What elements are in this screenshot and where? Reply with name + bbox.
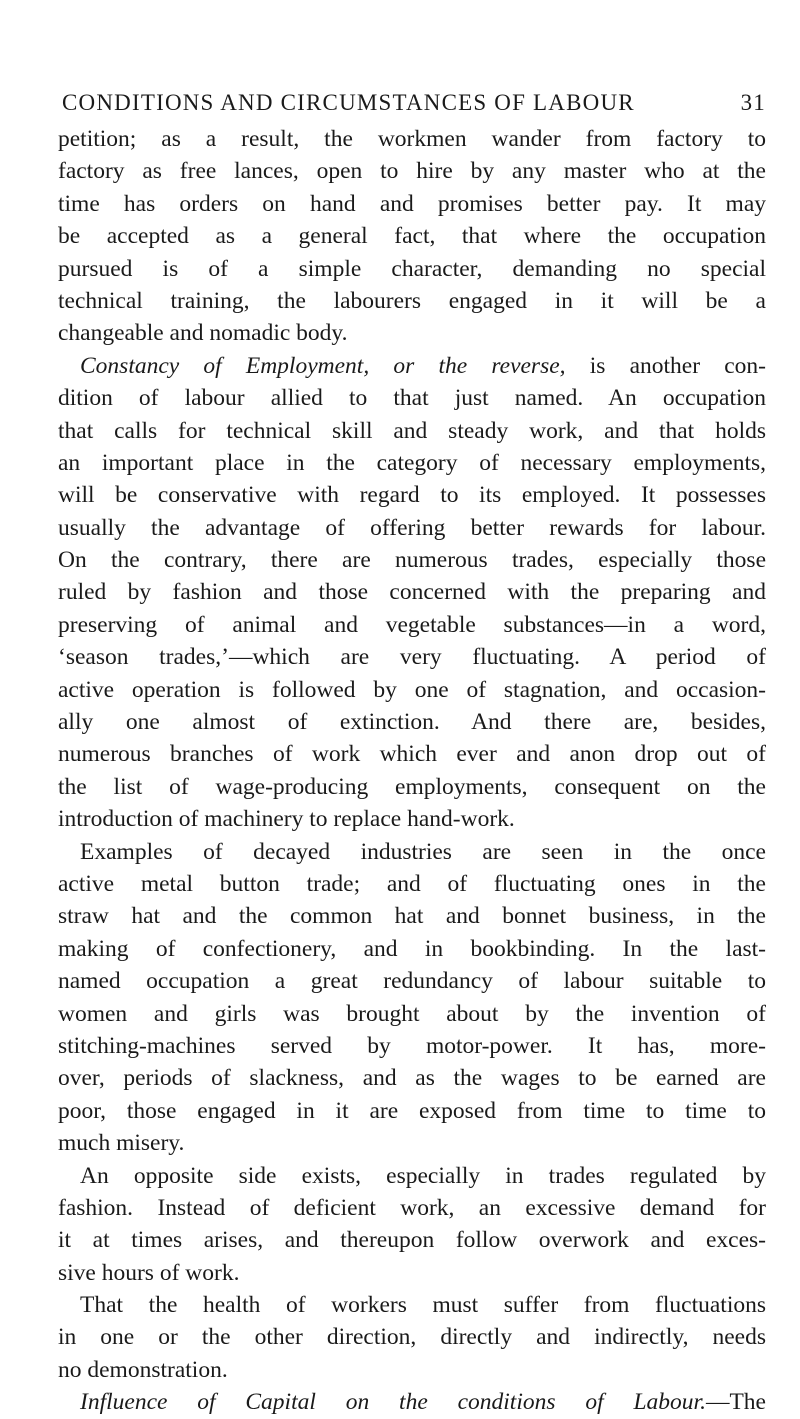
- text-line: named occupation a great redundancy of labour suitable to: [58, 968, 766, 995]
- text-line: ‘season trades,’—which are very fluctuating. A period of: [58, 644, 766, 671]
- text-line: fashion. Instead of deficient work, an excessive demand for: [58, 1194, 766, 1221]
- text-line: an important place in the category of necessary employments,: [58, 449, 766, 476]
- text-line: time has orders on hand and promises better pay. It may: [58, 190, 766, 217]
- text-line: pursued is of a simple character, demanding no special: [58, 255, 766, 282]
- text-line: ally one almost of extinction. And there are, besides,: [58, 709, 766, 736]
- text-line: active operation is followed by one of stagnation, and occasion-: [58, 676, 766, 703]
- text-line: numerous branches of work which ever and anon drop out of: [58, 741, 766, 768]
- text-line: straw hat and the common hat and bonnet business, in the: [58, 903, 766, 930]
- text-line: sive hours of work.: [58, 1259, 240, 1286]
- text-line: On the contrary, there are numerous trades, especially those: [58, 547, 766, 574]
- text-line: active metal button trade; and of fluctuating ones in the: [58, 870, 766, 897]
- text-line: women and girls was brought about by the invention of: [58, 1000, 766, 1027]
- text-line: preserving of animal and vegetable substances—in a word,: [58, 611, 766, 638]
- text-line: An opposite side exists, especially in trades regulated by: [80, 1162, 766, 1189]
- text-line: factory as free lances, open to hire by any master who at the: [58, 158, 766, 185]
- section-heading: Constancy of Employment, or the reverse,: [80, 352, 566, 379]
- text-line: that calls for technical skill and steady work, and that holds: [58, 417, 766, 444]
- text-line: petition; as a result, the workmen wander from factory to: [58, 126, 766, 152]
- text-line: Examples of decayed industries are seen in the once: [80, 838, 766, 865]
- text-line: much misery.: [58, 1130, 185, 1157]
- section-heading: Influence of Capital on the conditions of Labour.: [80, 1389, 706, 1416]
- text-line: Influence of Capital on the conditions of Labour.—The: [80, 1389, 766, 1416]
- text-line: it at times arises, and thereupon follow overwork and exces-: [58, 1227, 766, 1254]
- text-line: over, periods of slackness, and as the wages to be earned are: [58, 1065, 766, 1092]
- text-line: That the health of workers must suffer from fluctuations: [80, 1292, 766, 1319]
- text-line: Constancy of Employment, or the reverse, is another con-: [80, 352, 766, 379]
- text-line: the list of wage-producing employments, consequent on the: [58, 773, 766, 800]
- text-line: dition of labour allied to that just named. An occupation: [58, 385, 766, 412]
- page-number: 31: [740, 90, 766, 115]
- text-line: introduction of machinery to replace hand-work.: [58, 806, 515, 833]
- text-line: ruled by fashion and those concerned with the preparing and: [58, 579, 766, 606]
- text-line: making of confectionery, and in bookbinding. In the last-: [58, 935, 766, 962]
- text-line: will be conservative with regard to its employed. It possesses: [58, 482, 766, 509]
- text-line: poor, those engaged in it are exposed from time to time to: [58, 1097, 766, 1124]
- running-title: CONDITIONS AND CIRCUMSTANCES OF LABOUR: [62, 90, 635, 115]
- body-text: [58, 123, 766, 1419]
- text-line: stitching-machines served by motor-power. It has, more-: [58, 1032, 766, 1059]
- running-head: [62, 88, 766, 118]
- text-line: technical training, the labourers engaged in it will be a: [58, 287, 766, 314]
- text-line: usually the advantage of offering better rewards for labour.: [58, 514, 766, 541]
- text-line: in one or the other direction, directly and indirectly, needs: [58, 1324, 766, 1351]
- text-line: be accepted as a general fact, that where the occupation: [58, 223, 766, 250]
- text-line: no demonstration.: [58, 1356, 228, 1383]
- text-line: changeable and nomadic body.: [58, 320, 348, 347]
